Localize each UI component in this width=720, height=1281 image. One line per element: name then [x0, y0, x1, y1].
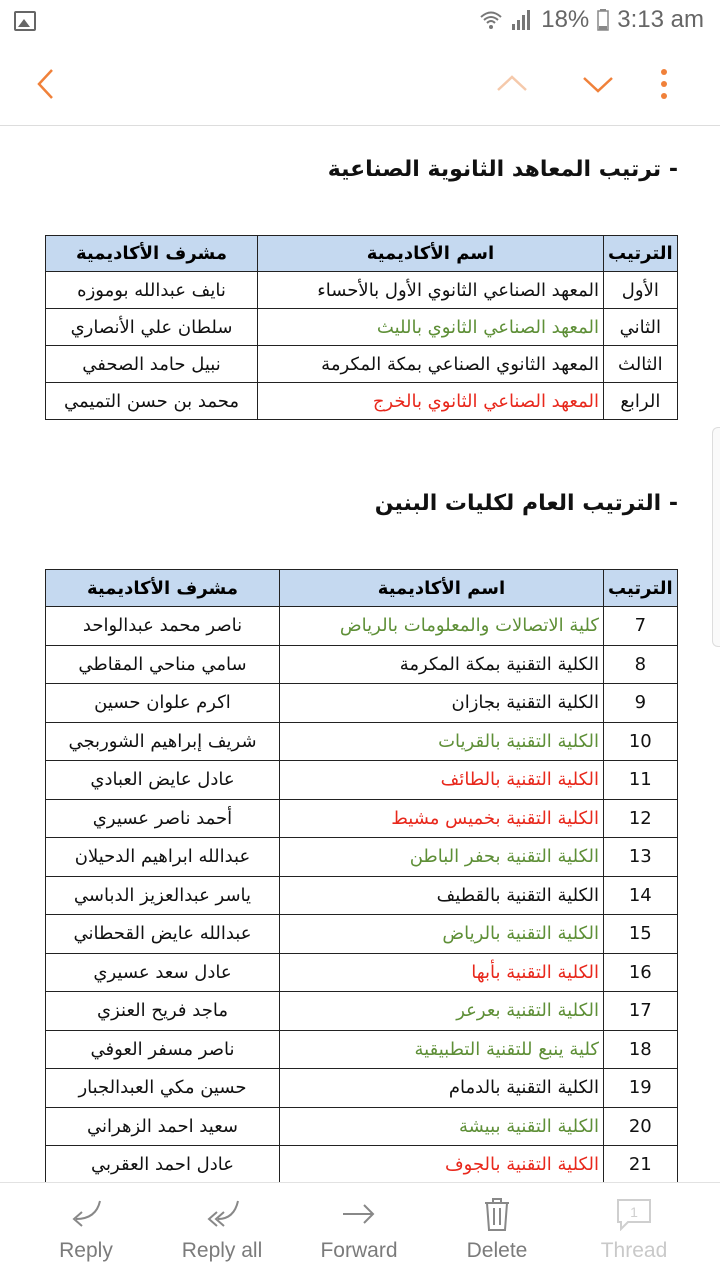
wifi-icon	[479, 8, 503, 32]
table-row	[46, 1146, 678, 1183]
table-row	[46, 309, 678, 346]
rank-cell: 15	[604, 915, 678, 954]
status-bar	[0, 0, 720, 44]
rank-cell: 7	[604, 607, 678, 646]
supervisor-cell: عادل احمد العقربي	[46, 1146, 280, 1183]
chevron-up-icon	[495, 72, 529, 96]
table-row	[46, 383, 678, 420]
rank-cell: الثالث	[604, 346, 678, 383]
academy-name-cell: الكلية التقنية بحفر الباطن	[280, 838, 604, 877]
thread-icon	[614, 1197, 654, 1231]
more-vertical-icon	[659, 67, 669, 101]
svg-text:1: 1	[630, 1204, 638, 1220]
academy-name-cell: الكلية التقنية بالجوف	[280, 1146, 604, 1183]
header-supervisor: مشرف الأكاديمية	[46, 236, 258, 272]
academy-name-cell: الكلية التقنية بالرياض	[280, 915, 604, 954]
rank-cell: 21	[604, 1146, 678, 1183]
status-right	[479, 6, 704, 34]
table-row	[46, 838, 678, 877]
rank-cell: 12	[604, 799, 678, 838]
academy-name-cell: الكلية التقنية بأبها	[280, 953, 604, 992]
clock: 3:13 am	[617, 6, 704, 33]
table-row	[46, 272, 678, 309]
academy-name-cell: الكلية التقنية ببيشة	[280, 1107, 604, 1146]
header-rank: الترتيب	[604, 236, 678, 272]
section1-title: - ترتيب المعاهد الثانوية الصناعية	[327, 157, 678, 182]
academy-name-cell: الكلية التقنية بالقطيف	[280, 876, 604, 915]
table-row	[46, 876, 678, 915]
delete-label: Delete	[466, 1239, 528, 1262]
table-row	[46, 722, 678, 761]
supervisor-cell: أحمد ناصر عسيري	[46, 799, 280, 838]
message-toolbar	[0, 44, 720, 126]
chevron-left-icon	[34, 67, 58, 101]
table-row	[46, 346, 678, 383]
forward-icon	[339, 1197, 379, 1231]
supervisor-cell: عادل سعد عسيري	[46, 953, 280, 992]
table-row	[46, 915, 678, 954]
reply-icon	[66, 1197, 106, 1231]
supervisor-cell: اكرم علوان حسين	[46, 684, 280, 723]
table-row	[46, 761, 678, 800]
supervisor-cell: عادل عايض العبادي	[46, 761, 280, 800]
forward-label: Forward	[320, 1239, 398, 1262]
section2-title: - الترتيب العام لكليات البنين	[374, 491, 678, 516]
delete-button[interactable]	[452, 1183, 542, 1281]
supervisor-cell: شريف إبراهيم الشوربجي	[46, 722, 280, 761]
supervisor-cell: سامي مناحي المقاطي	[46, 645, 280, 684]
reply-all-button[interactable]	[170, 1183, 274, 1281]
chevron-down-icon	[581, 72, 615, 96]
thread-button[interactable]	[590, 1183, 678, 1281]
trash-icon	[477, 1197, 517, 1231]
academy-name-cell: الكلية التقنية بمكة المكرمة	[280, 645, 604, 684]
boys-colleges-table	[45, 569, 678, 1182]
header-name: اسم الأكاديمية	[258, 236, 604, 272]
reply-all-icon	[202, 1197, 242, 1231]
battery-icon	[597, 8, 609, 32]
academy-name-cell: المعهد الصناعي الثانوي الأول بالأحساء	[258, 272, 604, 309]
table-row	[46, 1107, 678, 1146]
scrollbar[interactable]	[712, 427, 720, 647]
supervisor-cell: سلطان علي الأنصاري	[46, 309, 258, 346]
rank-cell: 11	[604, 761, 678, 800]
table-row	[46, 799, 678, 838]
header-rank: الترتيب	[604, 570, 678, 607]
message-body	[0, 127, 720, 1182]
back-button[interactable]	[24, 62, 68, 106]
thread-label: Thread	[600, 1239, 668, 1262]
header-supervisor: مشرف الأكاديمية	[46, 570, 280, 607]
table-row	[46, 1069, 678, 1108]
reply-button[interactable]	[40, 1183, 132, 1281]
rank-cell: 19	[604, 1069, 678, 1108]
rank-cell: 20	[604, 1107, 678, 1146]
signal-icon	[511, 8, 533, 32]
image-icon	[14, 11, 36, 31]
forward-button[interactable]	[310, 1183, 408, 1281]
academy-name-cell: المعهد الصناعي الثانوي بالليث	[258, 309, 604, 346]
next-message-button[interactable]	[576, 62, 620, 106]
rank-cell: 10	[604, 722, 678, 761]
supervisor-cell: حسين مكي العبدالجبار	[46, 1069, 280, 1108]
rank-cell: 18	[604, 1030, 678, 1069]
academy-name-cell: الكلية التقنية بخميس مشيط	[280, 799, 604, 838]
reply-label: Reply	[59, 1239, 113, 1262]
academy-name-cell: الكلية التقنية بالطائف	[280, 761, 604, 800]
table-header-row	[46, 236, 678, 272]
rank-cell: 16	[604, 953, 678, 992]
header-name: اسم الأكاديمية	[280, 570, 604, 607]
rank-cell: 17	[604, 992, 678, 1031]
rank-cell: 13	[604, 838, 678, 877]
academy-name-cell: كلية ينبع للتقنية التطبيقية	[280, 1030, 604, 1069]
academy-name-cell: الكلية التقنية بالدمام	[280, 1069, 604, 1108]
supervisor-cell: نبيل حامد الصحفي	[46, 346, 258, 383]
supervisor-cell: ماجد فريح العنزي	[46, 992, 280, 1031]
academy-name-cell: الكلية التقنية بجازان	[280, 684, 604, 723]
rank-cell: الأول	[604, 272, 678, 309]
rank-cell: 9	[604, 684, 678, 723]
bottom-action-bar	[0, 1182, 720, 1280]
supervisor-cell: ياسر عبدالعزيز الدباسي	[46, 876, 280, 915]
more-options-button[interactable]	[642, 62, 686, 106]
reply-all-label: Reply all	[181, 1239, 263, 1262]
rank-cell: الرابع	[604, 383, 678, 420]
table-header-row	[46, 570, 678, 607]
table-row	[46, 607, 678, 646]
rank-cell: الثاني	[604, 309, 678, 346]
supervisor-cell: محمد بن حسن التميمي	[46, 383, 258, 420]
academy-name-cell: الكلية التقنية بعرعر	[280, 992, 604, 1031]
battery-percent: 18%	[541, 6, 590, 33]
table-row	[46, 992, 678, 1031]
supervisor-cell: سعيد احمد الزهراني	[46, 1107, 280, 1146]
academy-name-cell: الكلية التقنية بالقريات	[280, 722, 604, 761]
supervisor-cell: عبدالله عايض القحطاني	[46, 915, 280, 954]
supervisor-cell: ناصر مسفر العوفي	[46, 1030, 280, 1069]
supervisor-cell: نايف عبدالله بوموزه	[46, 272, 258, 309]
rank-cell: 8	[604, 645, 678, 684]
supervisor-cell: عبدالله ابراهيم الدحيلان	[46, 838, 280, 877]
table-row	[46, 953, 678, 992]
previous-message-button[interactable]	[490, 62, 534, 106]
table-row	[46, 1030, 678, 1069]
table-row	[46, 684, 678, 723]
academy-name-cell: المعهد الصناعي الثانوي بالخرج	[258, 383, 604, 420]
supervisor-cell: ناصر محمد عبدالواحد	[46, 607, 280, 646]
rank-cell: 14	[604, 876, 678, 915]
table-row	[46, 645, 678, 684]
secondary-institutes-table	[45, 235, 678, 420]
academy-name-cell: كلية الاتصالات والمعلومات بالرياض	[280, 607, 604, 646]
academy-name-cell: المعهد الثانوي الصناعي بمكة المكرمة	[258, 346, 604, 383]
